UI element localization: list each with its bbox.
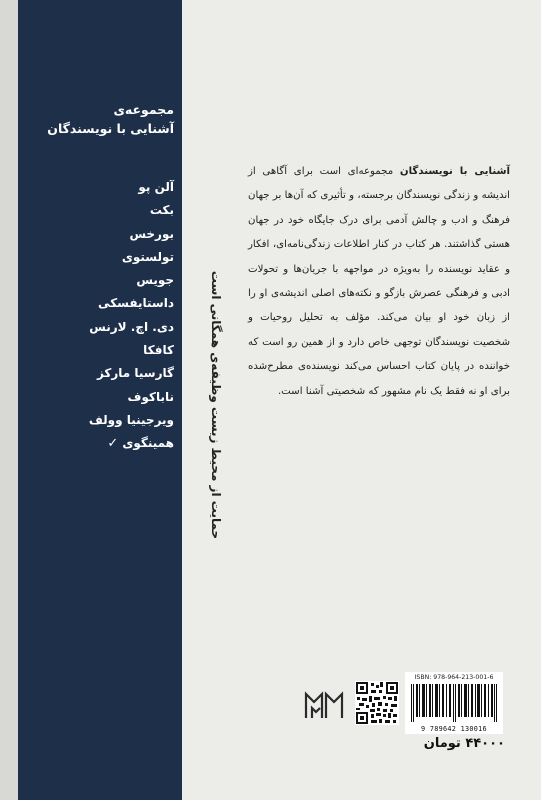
vertical-note: [205, 270, 227, 540]
series-title: [24, 100, 174, 138]
series-panel: [18, 0, 182, 800]
isbn-barcode: [405, 672, 503, 734]
author-item: گارسیا مارکز: [96, 366, 174, 381]
series-title-line2: آشنایی با نویسندگان: [47, 121, 174, 136]
author-item: ناباکوف: [127, 389, 174, 404]
author-item: آلن پو: [138, 180, 174, 194]
author-list: [18, 176, 174, 456]
isbn-label: ISBN: 978-964-213-001-6: [414, 674, 494, 681]
series-title-line1: مجموعه‌ی: [113, 102, 174, 117]
current-author: همینگوی: [122, 436, 174, 451]
author-item: جویس: [136, 273, 174, 288]
series-description: [248, 160, 510, 404]
author-item: کافکا: [143, 343, 174, 358]
description-text: مجموعه‌ای است برای آگاهی از اندیشه و زندگی نویسندگان برجسته، و تأثیری که آن‌ها بر جهان فرهنگ و ادب و چالش آدمی برای درک جایگاه خود در جهان هستی گذاشتند. هر کتاب در کنار اطلاعات زندگی‌نامه‌ای، افکار و عقاید نویسنده را به‌ویژه در مواجهه با جریان‌ها و تحولات ادبی و فرهنگی عصرش بازگو و نکته‌های اصلی اندیشه‌ی او را از زبان خود او بیان می‌کند. مؤلف به تحلیل روحیات و شخصیت نویسندگان توجهی خاص دارد و از همین رو است که خواننده در پایان کتاب احساس می‌کند نویسنده‌ی مطرح‌شده برای او نه فقط یک نام مشهور که شخصیتی آشنا است.: [248, 166, 510, 397]
spine-edge: [0, 0, 18, 800]
vertical-note-text: حمایت از محیط زیست وظیفه‌ی همگانی است: [209, 270, 223, 540]
publisher-logo-icon: [302, 688, 346, 722]
barcode-bars: [411, 684, 497, 722]
author-item: تولستوی: [121, 249, 174, 264]
description-lead: آشنایی با نویسندگان: [399, 166, 510, 177]
author-item: داستایفسکی: [98, 296, 174, 311]
price-label: ۴۴۰۰۰ تومان: [423, 736, 505, 751]
barcode-number: 9 789642 130016: [421, 725, 487, 733]
author-item: دی. اچ. لارنس: [89, 319, 174, 334]
author-item-current: [18, 432, 174, 455]
check-icon: ✓: [107, 436, 119, 452]
author-item: بورخس: [129, 226, 174, 241]
author-item: بکت: [149, 203, 174, 218]
author-item: ویرجینیا وولف: [88, 412, 174, 427]
qr-code: [355, 681, 399, 725]
